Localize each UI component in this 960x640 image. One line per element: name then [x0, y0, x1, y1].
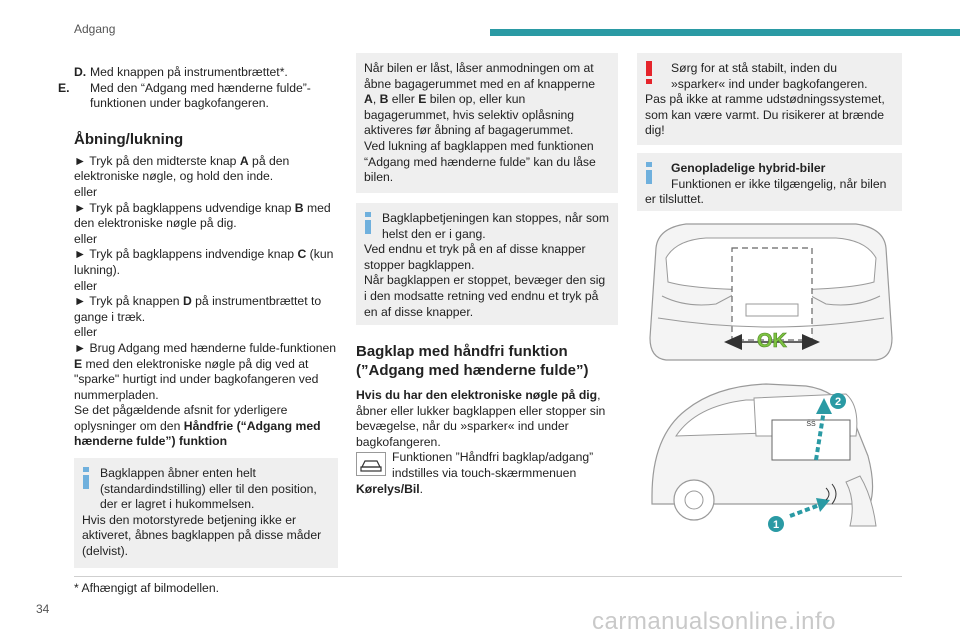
car-icon: [356, 452, 386, 476]
plate-text: ŠŠ: [806, 421, 816, 428]
kick-gesture-illustration: [646, 376, 896, 538]
step-1: ► Tryk på den midterste knap A på den elektroniske nøgle, og hold den inde.: [74, 153, 290, 184]
step-5: ► Brug Adgang med hænderne fulde-funktionen E med den elektroniske nøgle på dig ved at "sparke" hurtigt ind under bagkofangeren ved nummerpladen.: [74, 340, 337, 402]
list-item-d: D. Med knappen på instrumentbrættet*.: [74, 65, 288, 79]
ok-label: OK: [757, 330, 787, 352]
note-text-1: Når bilen er låst, låser anmodningen om at åbne bagagerummet med en af knapperne A, B eller E bilen op, eller kun bagagerummet, hvis selektiv oplåsning aktiveres før åbning af bagagerummet.: [364, 61, 596, 138]
header-accent-bar: [490, 29, 960, 36]
or-1: eller: [74, 184, 98, 199]
info-box-left: [74, 458, 338, 568]
handsfree-text-2: Funktionen ”Håndfri bagklap/adgang” indstilles via touch-skærmmenuen: [392, 450, 594, 480]
info-text-2: Ved endnu et tryk på en af disse knapper stopper bagklappen.: [364, 242, 586, 272]
warning-box: [637, 53, 902, 145]
middle-column: [356, 342, 620, 497]
info-text-2: Hvis den motorstyrede betjening ikke er aktiveret, åbnes bagklappen på disse måder (delvist).: [82, 512, 322, 558]
info-box-right: [637, 153, 902, 211]
callout-1: 1: [772, 519, 780, 531]
warning-text-1: Sørg for at stå stabilt, inden du »sparker« ind under bagkofangeren.: [671, 61, 868, 91]
info-text-1: Bagklapbetjeningen kan stoppes, når som helst den er i gang.: [382, 211, 609, 241]
section-title: Adgang: [74, 22, 116, 36]
warning-text-2: Pas på ikke at ramme udstødningssystemet, som kan være varmt. Du risikerer at brænde dig!: [645, 92, 885, 138]
info-text-1: Bagklappen åbner enten helt (standardindstilling) eller til den position, der er lagret i hukommelsen.: [100, 466, 317, 512]
info-title: Genopladelige hybrid-biler: [671, 161, 826, 175]
info-text: Funktionen er ikke tilgængelig, når bilen er tilsluttet.: [645, 176, 887, 207]
callout-2: 2: [834, 396, 842, 408]
info-box-middle: [356, 203, 618, 325]
info-icon: [646, 162, 652, 184]
heading-abning: Åbning/lukning: [74, 130, 184, 148]
step-2: ► Tryk på bagklappens udvendige knap B med den elektroniske nøgle på dig.: [74, 200, 331, 231]
footer-divider: [74, 576, 902, 577]
note-text-2: Ved lukning af bagklappen med funktionen “Adgang med hænderne fulde” kan du låse bilen.: [364, 138, 596, 185]
rear-car-illustration: [646, 218, 896, 368]
left-column: [58, 65, 340, 450]
warning-icon: [646, 61, 652, 85]
info-icon: [365, 212, 371, 234]
heading-handsfree: Bagklap med håndfri funktion (”Adgang med hænderne fulde”): [356, 343, 589, 379]
footnote: * Afhængigt af bilmodellen.: [74, 581, 219, 595]
info-text-3: Når bagklappen er stoppet, bevæger den sig i den modsatte retning ved endnu et tryk på en af disse knapper.: [364, 273, 606, 319]
page-number: 34: [36, 602, 50, 616]
note-box-middle: [356, 53, 618, 193]
or-2: eller: [74, 231, 98, 246]
or-3: eller: [74, 278, 98, 293]
list-item-e: E. Med den “Adgang med hænderne fulde”-funktionen under bagkofangeren.: [58, 80, 311, 111]
watermark: carmanualsonline.info: [592, 608, 836, 635]
handsfree-text-3: Kørelys/Bil.: [356, 481, 424, 496]
or-4: eller: [74, 325, 98, 340]
info-icon: [83, 467, 89, 489]
handsfree-text-1: Hvis du har den elektroniske nøgle på dig, åbner eller lukker bagklappen eller stopper sin bevægelse, når du »sparker« ind under bagkofangeren.: [356, 388, 606, 449]
step-4: ► Tryk på knappen D på instrumentbrættet to gange i træk.: [74, 294, 322, 324]
step-3: ► Tryk på bagklappens indvendige knap C (kun lukning).: [74, 247, 334, 277]
reference-text: Se det pågældende afsnit for yderligere oplysninger om den Håndfrie (“Adgang med hænderne fulde”) funktion: [74, 403, 321, 449]
